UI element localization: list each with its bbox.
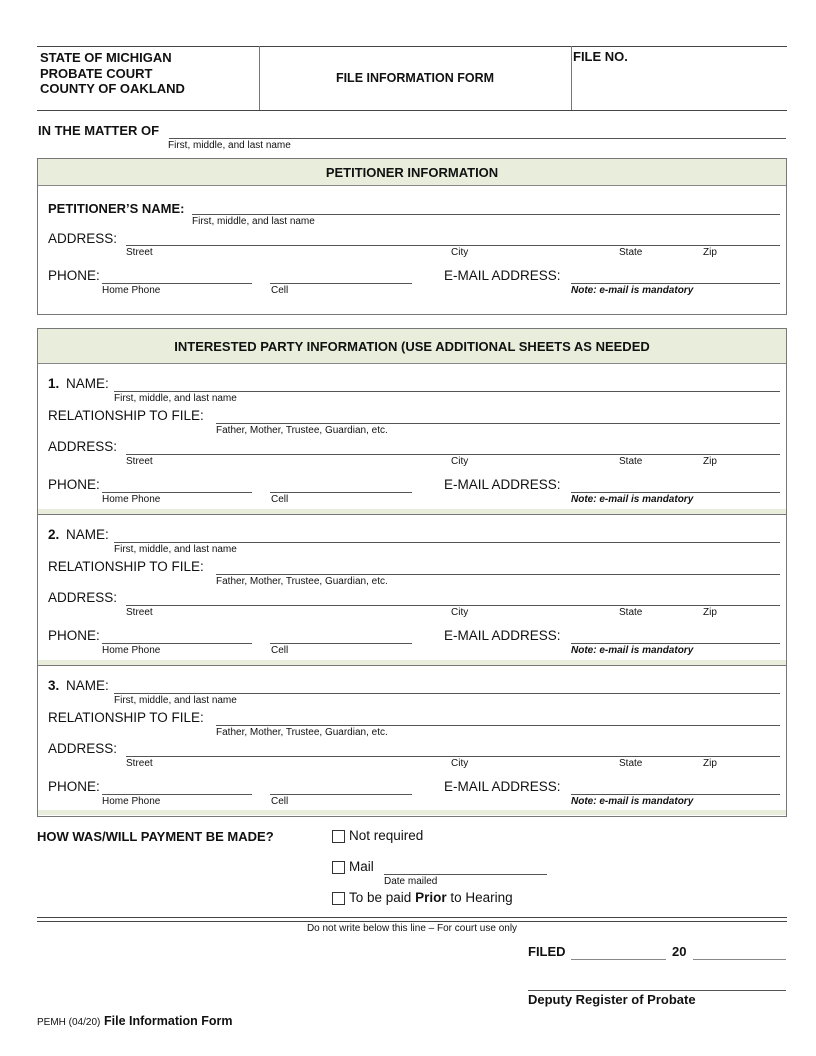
party-3-relationship-field[interactable] (216, 725, 780, 726)
party-1-divider (37, 514, 787, 515)
filed-year-field[interactable] (693, 959, 786, 960)
petitioner-cell-field[interactable] (270, 283, 412, 284)
file-no-label: FILE NO. (573, 49, 628, 64)
party-3-name-field[interactable] (114, 693, 780, 694)
file-no-field[interactable] (575, 68, 780, 106)
payment-question: HOW WAS/WILL PAYMENT BE MADE? (37, 829, 274, 844)
deputy-register-label: Deputy Register of Probate (528, 992, 696, 1007)
party-2-street-sub: Street (126, 607, 153, 618)
mail-label: Mail (349, 859, 374, 874)
petitioner-email-field[interactable] (571, 283, 780, 284)
party-2-name-sub: First, middle, and last name (114, 544, 237, 555)
form-footer (37, 1013, 232, 1028)
petitioner-section-title: PETITIONER INFORMATION (38, 159, 786, 186)
not-required-label: Not required (349, 828, 424, 843)
petitioner-home-phone-field[interactable] (102, 283, 252, 284)
party-3-email-note: Note: e-mail is mandatory (571, 796, 694, 807)
party-2-cell-field[interactable] (270, 643, 412, 644)
petitioner-name-label: PETITIONER’S NAME: (48, 201, 185, 216)
party-3-name-label: NAME: (66, 678, 109, 693)
party-2-relationship-label: RELATIONSHIP TO FILE: (48, 559, 204, 574)
party-1-address-field[interactable] (126, 454, 780, 455)
petitioner-phone-label: PHONE: (48, 268, 100, 283)
court-block (40, 50, 185, 97)
party-3-cell-field[interactable] (270, 794, 412, 795)
party-1-email-field[interactable] (571, 492, 780, 493)
party-1-address-label: ADDRESS: (48, 439, 118, 454)
party-2 (0, 527, 816, 663)
court-name: PROBATE COURT (40, 65, 153, 81)
header-divider-right (571, 46, 572, 110)
party-1-city-sub: City (451, 456, 469, 467)
court-use-rule-bottom (37, 921, 787, 922)
party-2-email-note: Note: e-mail is mandatory (571, 645, 694, 656)
filed-year-prefix: 20 (672, 944, 687, 959)
petitioner-city-sub: City (451, 247, 469, 258)
filed-date-field[interactable] (571, 959, 666, 960)
party-1-relationship-label: RELATIONSHIP TO FILE: (48, 408, 204, 423)
party-2-name-label: NAME: (66, 527, 109, 542)
party-3-number: 3. (48, 678, 60, 693)
party-3-relationship-label: RELATIONSHIP TO FILE: (48, 710, 204, 725)
party-1-phone-label: PHONE: (48, 477, 100, 492)
petitioner-cell-sub: Cell (271, 285, 289, 296)
party-1-relationship-field[interactable] (216, 423, 780, 424)
prior-to-hearing-label (349, 890, 513, 905)
party-1-zip-sub: Zip (703, 456, 717, 467)
mail-checkbox[interactable] (332, 861, 345, 874)
party-3-name-sub: First, middle, and last name (114, 695, 237, 706)
date-mailed-sub: Date mailed (384, 876, 438, 887)
petitioner-email-label: E-MAIL ADDRESS: (444, 268, 561, 283)
party-2-relationship-field[interactable] (216, 574, 780, 575)
party-1-email-label: E-MAIL ADDRESS: (444, 477, 561, 492)
party-2-state-sub: State (619, 607, 643, 618)
not-required-checkbox[interactable] (332, 830, 345, 843)
party-1-name-field[interactable] (114, 391, 780, 392)
form-footer-title: File Information Form (103, 1014, 233, 1028)
prior-to-hearing-checkbox[interactable] (332, 892, 345, 905)
party-3-phone-label: PHONE: (48, 779, 100, 794)
party-2-divider (37, 665, 787, 666)
petitioner-address-field[interactable] (126, 245, 780, 246)
party-3-street-sub: Street (126, 758, 153, 769)
party-3-email-label: E-MAIL ADDRESS: (444, 779, 561, 794)
party-2-email-label: E-MAIL ADDRESS: (444, 628, 561, 643)
header-bottom-rule (37, 110, 787, 111)
court-county: COUNTY OF OAKLAND (40, 81, 185, 96)
party-1-cell-sub: Cell (271, 494, 289, 505)
matter-label: IN THE MATTER OF (38, 123, 160, 138)
form-code: PEMH (04/20) (37, 1017, 101, 1028)
form-title: FILE INFORMATION FORM (335, 71, 495, 85)
petitioner-name-sub: First, middle, and last name (192, 216, 315, 227)
prior-to-hearing-post: to Hearing (446, 890, 513, 905)
court-use-rule-top (37, 917, 787, 918)
party-1-name-label: NAME: (66, 376, 109, 391)
party-2-phone-label: PHONE: (48, 628, 100, 643)
party-1-street-sub: Street (126, 456, 153, 467)
party-3-email-field[interactable] (571, 794, 780, 795)
petitioner-state-sub: State (619, 247, 643, 258)
petitioner-home-phone-sub: Home Phone (102, 285, 161, 296)
party-2-home-phone-field[interactable] (102, 643, 252, 644)
party-3-cell-sub: Cell (271, 796, 289, 807)
party-2-zip-sub: Zip (703, 607, 717, 618)
party-1-number: 1. (48, 376, 60, 391)
party-2-number: 2. (48, 527, 60, 542)
interested-party-section-title: INTERESTED PARTY INFORMATION (USE ADDITIONAL SHEETS AS NEEDED (38, 329, 786, 364)
header-top-rule (37, 46, 787, 47)
court-use-note: Do not write below this line – For court use only (306, 923, 518, 934)
party-3-relationship-sub: Father, Mother, Trustee, Guardian, etc. (216, 727, 388, 738)
party-2-name-field[interactable] (114, 542, 780, 543)
party-2-home-phone-sub: Home Phone (102, 645, 161, 656)
party-1-cell-field[interactable] (270, 492, 412, 493)
petitioner-zip-sub: Zip (703, 247, 717, 258)
party-2-cell-sub: Cell (271, 645, 289, 656)
party-3 (0, 678, 816, 814)
party-3-state-sub: State (619, 758, 643, 769)
court-state: STATE OF MICHIGAN (40, 50, 172, 65)
petitioner-address-label: ADDRESS: (48, 231, 118, 246)
petitioner-email-note: Note: e-mail is mandatory (571, 285, 694, 296)
party-1-home-phone-sub: Home Phone (102, 494, 161, 505)
party-3-address-field[interactable] (126, 756, 780, 757)
party-3-home-phone-field[interactable] (102, 794, 252, 795)
party-1-name-sub: First, middle, and last name (114, 393, 237, 404)
party-1-email-note: Note: e-mail is mandatory (571, 494, 694, 505)
matter-name-field[interactable] (169, 138, 786, 139)
party-3-city-sub: City (451, 758, 469, 769)
party-3-separator (38, 810, 786, 815)
party-3-zip-sub: Zip (703, 758, 717, 769)
matter-name-sub: First, middle, and last name (168, 140, 291, 151)
deputy-signature-field[interactable] (528, 990, 786, 991)
party-1 (0, 376, 816, 512)
party-3-home-phone-sub: Home Phone (102, 796, 161, 807)
party-1-relationship-sub: Father, Mother, Trustee, Guardian, etc. (216, 425, 388, 436)
party-3-address-label: ADDRESS: (48, 741, 118, 756)
petitioner-name-field[interactable] (192, 214, 780, 215)
party-2-address-label: ADDRESS: (48, 590, 118, 605)
date-mailed-field[interactable] (384, 874, 547, 875)
party-2-relationship-sub: Father, Mother, Trustee, Guardian, etc. (216, 576, 388, 587)
party-2-city-sub: City (451, 607, 469, 618)
party-2-email-field[interactable] (571, 643, 780, 644)
filed-label: FILED (528, 944, 566, 959)
party-1-state-sub: State (619, 456, 643, 467)
prior-to-hearing-emphasis: Prior (415, 890, 447, 905)
party-2-address-field[interactable] (126, 605, 780, 606)
petitioner-street-sub: Street (126, 247, 153, 258)
prior-to-hearing-pre: To be paid (349, 890, 416, 905)
party-1-home-phone-field[interactable] (102, 492, 252, 493)
